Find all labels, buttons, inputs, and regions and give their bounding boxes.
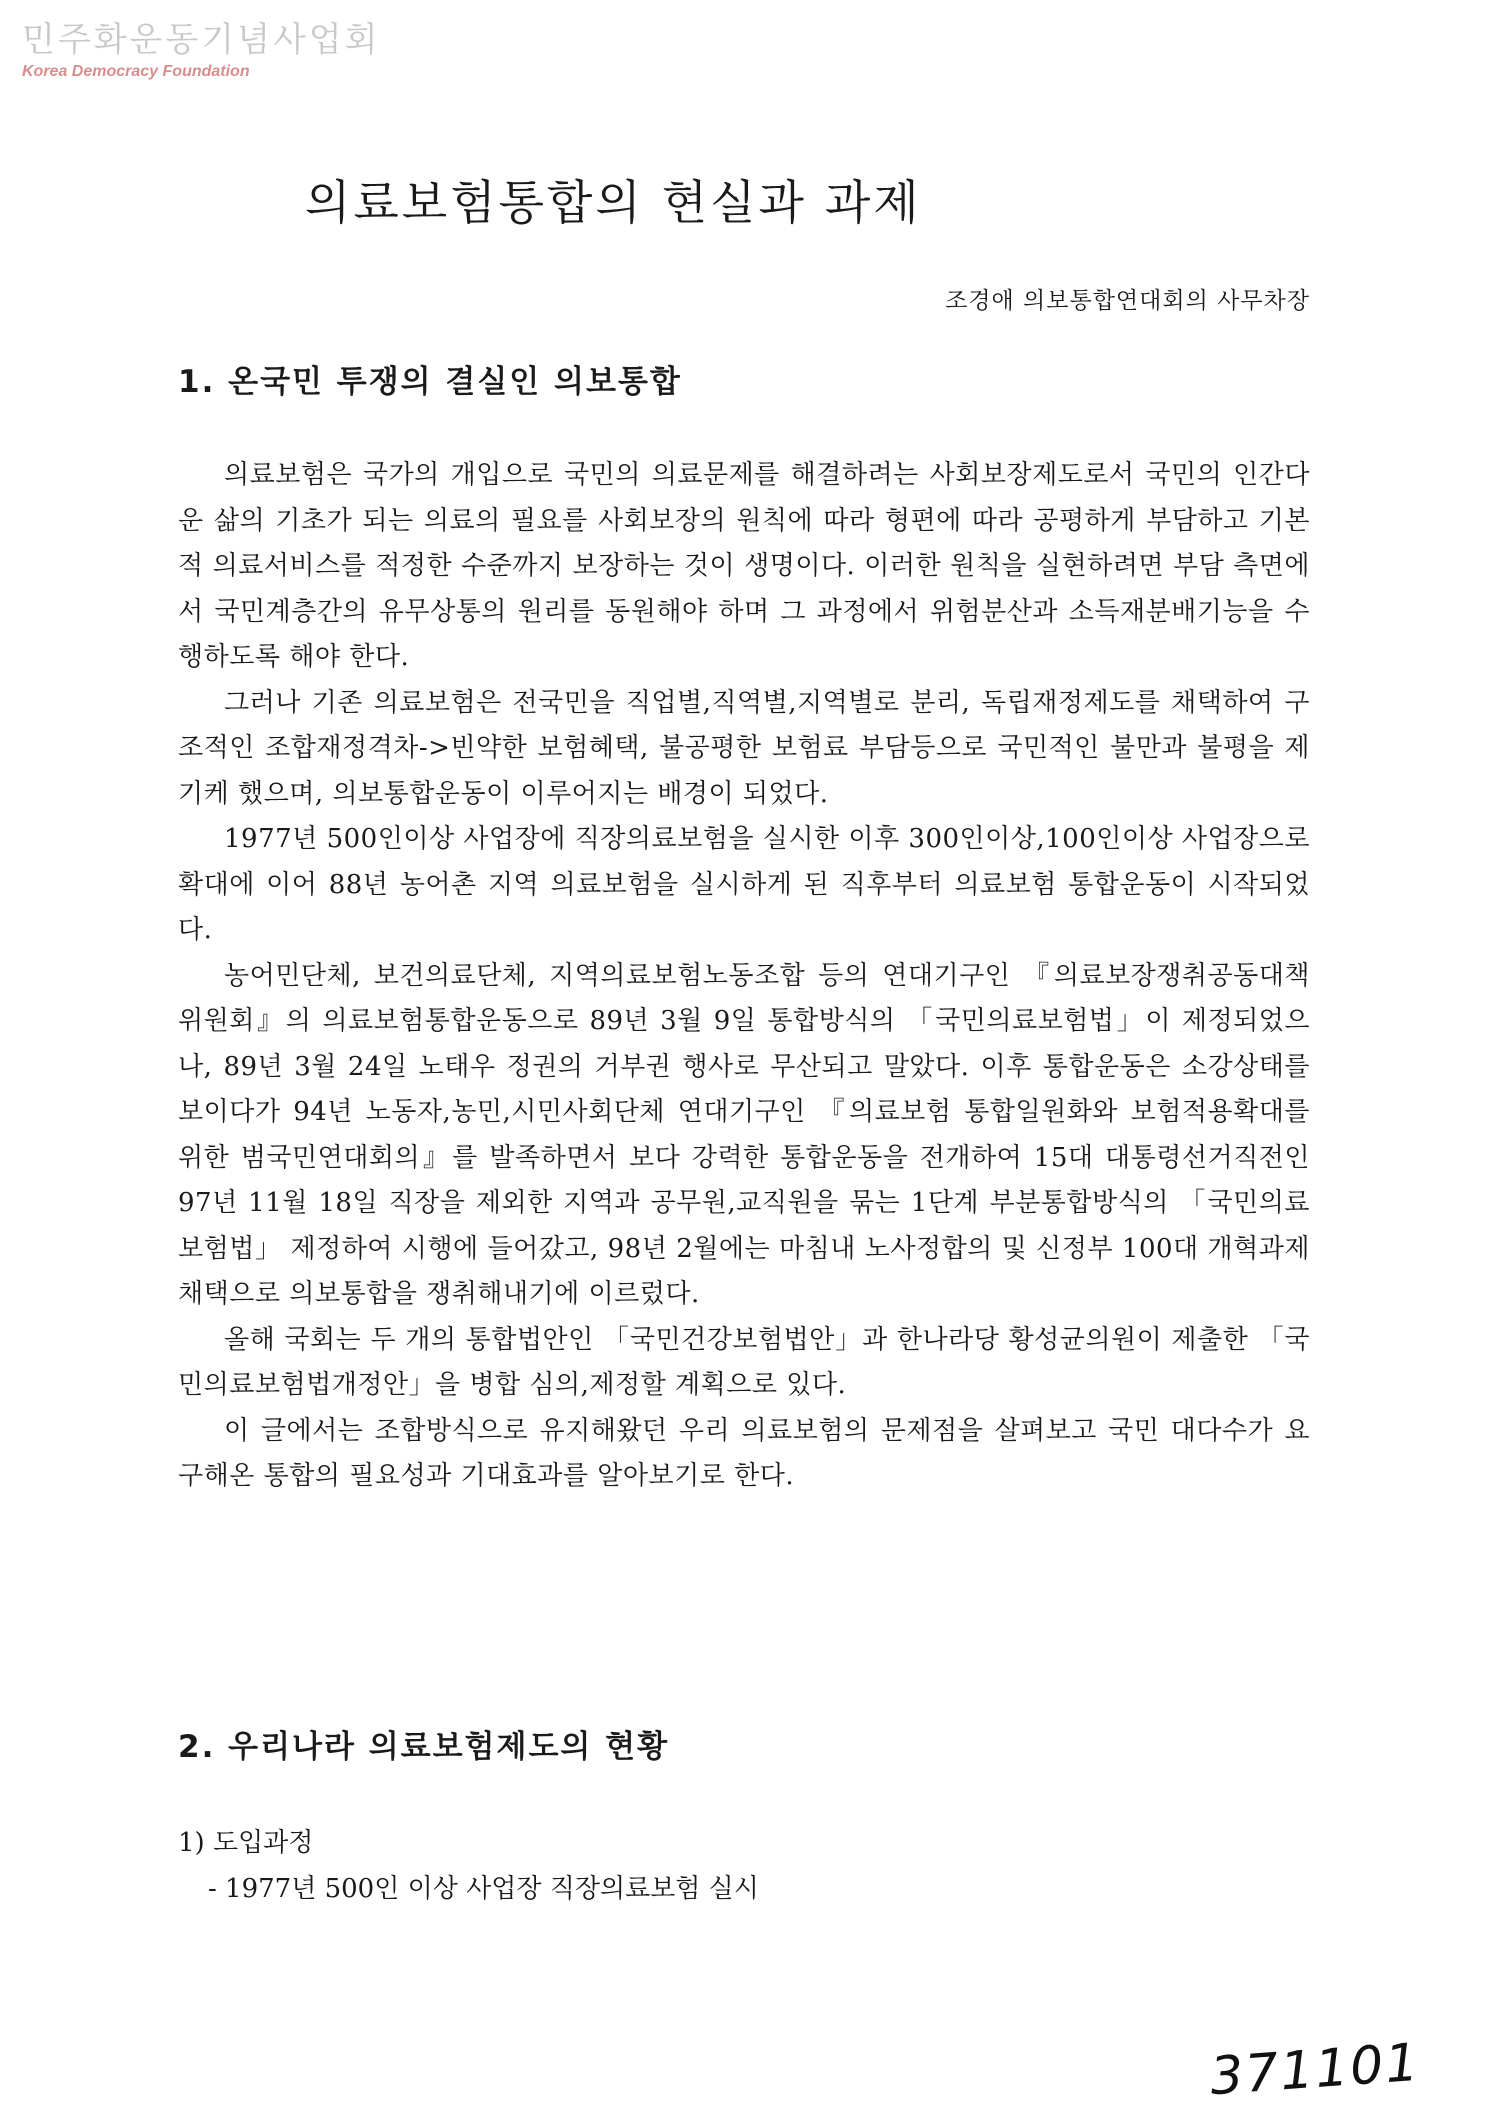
handwritten-page-number: 371101 [1208, 2032, 1423, 2108]
subheading: 1) 도입과정 [178, 1828, 314, 1858]
section-1-heading: 1. 온국민 투쟁의 결실인 의보통합 [178, 364, 682, 400]
section-1-body [178, 453, 1310, 1500]
watermark-logo [22, 20, 381, 82]
paragraph: 이 글에서는 조합방식으로 유지해왔던 우리 의료보험의 문제점을 살펴보고 국민 대다수가 요구해온 통합의 필요성과 기대효과를 알아보기로 한다. [178, 1415, 1310, 1491]
watermark-korean: 민주화운동기념사업회 [22, 20, 381, 60]
paragraph: 그러나 기존 의료보험은 전국민을 직업별,직역별,지역별로 분리, 독립재정제도를 채택하여 구조적인 조합재정격차->빈약한 보험혜택, 불공평한 보험료 부담등으로 국민적인 불만과 불평을 제기케 했으며, 의보통합운동이 이루어지는 배경이 되었다. [178, 687, 1310, 809]
document-author: 조경애 의보통합연대회의 사무차장 [945, 288, 1310, 314]
section-2-heading: 2. 우리나라 의료보험제도의 현황 [178, 1729, 670, 1765]
list-item: - 1977년 500인 이상 사업장 직장의료보험 실시 [208, 1874, 759, 1904]
paragraph: 1977년 500인이상 사업장에 직장의료보험을 실시한 이후 300인이상,100인이상 사업장으로 확대에 이어 88년 농어촌 지역 의료보험을 실시하게 된 직후부터 의료보험 통합운동이 시작되었다. [178, 824, 1310, 945]
document-title: 의료보험통합의 현실과 과제 [305, 176, 922, 231]
paragraph: 농어민단체, 보건의료단체, 지역의료보험노동조합 등의 연대기구인 『의료보장쟁취공동대책위원회』의 의료보험통합운동으로 89년 3월 9일 통합방식의 「국민의료보험법」이 제정되었으나, 89년 3월 24일 노태우 정권의 거부권 행사로 무산되고 말았다. 이후 통합운동은 소강상태를 보이다가 94년 노동자,농민,시민사회단체 연대기구인 『의료보험 통합일원화와 보험적용확대를 위한 범국민연대회의』를 발족하면서 보다 강력한 통합운동을 전개하여 15대 대통령선거직전인 97년 11월 18일 직장을 제외한 지역과 공무원,교직원을 묶는 1단계 부분통합방식의 「국민의료보험법」 제정하여 시행에 들어갔고, 98년 2월에는 마침내 노사정합의 및 신정부 100대 개혁과제 채택으로 의보통합을 쟁취해내기에 이르렀다. [178, 960, 1310, 1309]
paragraph: 올해 국회는 두 개의 통합법안인 「국민건강보험법안」과 한나라당 황성균의원이 제출한 「국민의료보험법개정안」을 병합 심의,제정할 계획으로 있다. [178, 1324, 1310, 1400]
section-2-subsection [178, 1820, 759, 1912]
watermark-english: Korea Democracy Foundation [22, 63, 250, 80]
paragraph: 의료보험은 국가의 개입으로 국민의 의료문제를 해결하려는 사회보장제도로서 국민의 인간다운 삶의 기초가 되는 의료의 필요를 사회보장의 원칙에 따라 형편에 따라 공평하게 부담하고 기본적 의료서비스를 적정한 수준까지 보장하는 것이 생명이다. 이러한 원칙을 실현하려면 부담 측면에서 국민계층간의 유무상통의 원리를 동원해야 하며 그 과정에서 위험분산과 소득재분배기능을 수행하도록 해야 한다. [178, 460, 1310, 672]
